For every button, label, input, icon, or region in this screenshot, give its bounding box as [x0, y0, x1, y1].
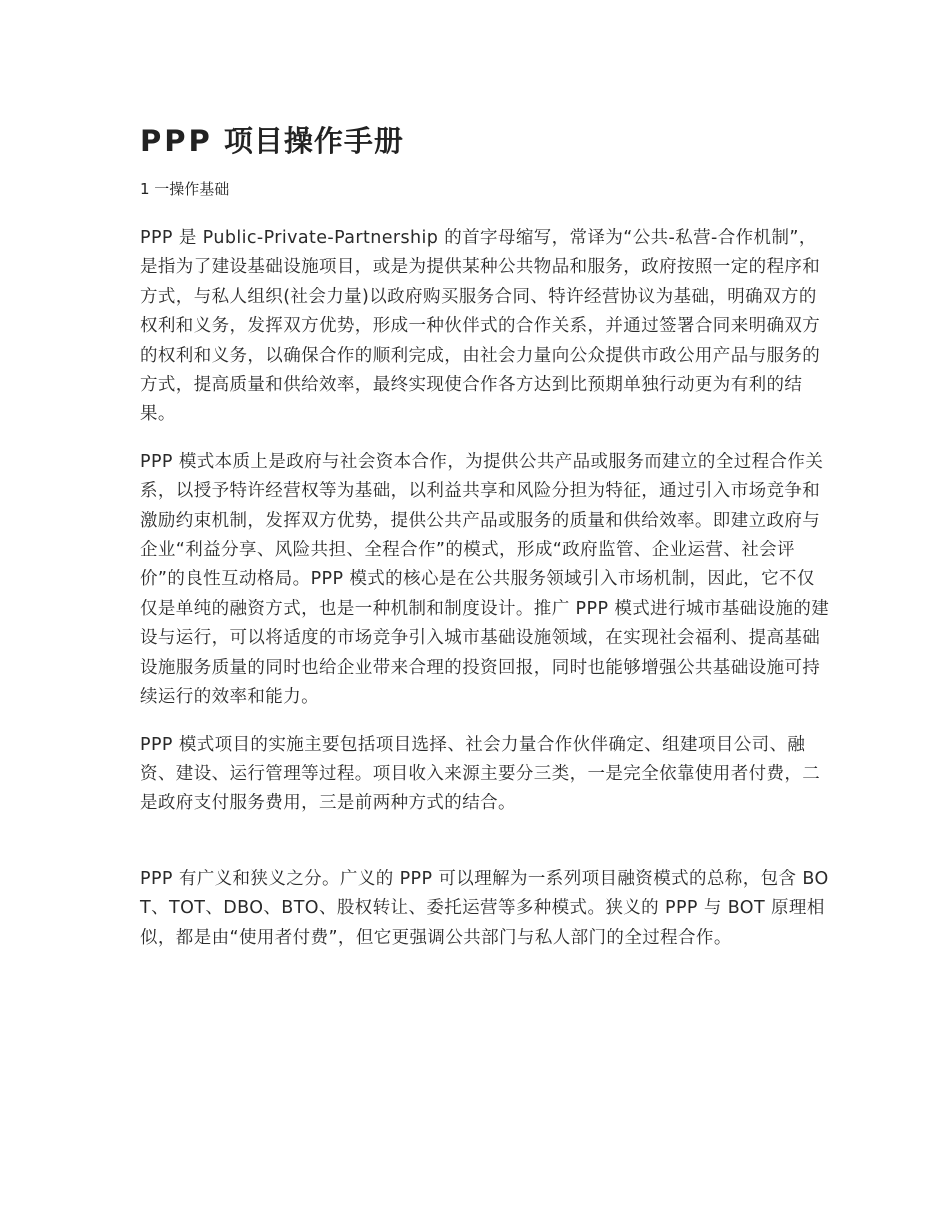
paragraph-implementation: PPP 模式项目的实施主要包括项目选择、社会力量合作伙伴确定、组建项目公司、融资、建设、运行管理等过程。项目收入来源主要分三类，一是完全依靠使用者付费，二是政府支付服务费用，三是前两种方式的结合。	[140, 734, 821, 814]
document-title	[140, 118, 830, 164]
document-title-latin: PPP	[140, 124, 213, 158]
paragraph-definition: PPP 是 Public-Private-Partnership 的首字母缩写，常译为“公共-私营-合作机制”，是指为了建设基础设施项目，或是为提供某种公共物品和服务，政府按照一定的程序和方式，与私人组织(社会力量)以政府购买服务合同、特许经营协议为基础，明确双方的权利和义务，发挥双方优势，形成一种伙伴式的合作关系，并通过签署合同来明确双方的权利和义务，以确保合作的顺利完成，由社会力量向公众提供市政公用产品与服务的方式，提高质量和供给效率，最终实现使合作各方达到比预期单独行动更为有利的结果。	[140, 228, 821, 425]
document-page	[140, 118, 830, 971]
document-title-rest: 项目操作手册	[212, 124, 404, 158]
paragraph-broad-narrow: PPP 有广义和狭义之分。广义的 PPP 可以理解为一系列项目融资模式的总称，包含 BOT、TOT、DBO、BTO、股权转让、委托运营等多种模式。狭义的 PPP 与 BOT 原理相似，都是由“使用者付费”，但它更强调公共部门与私人部门的全过程合作。	[140, 868, 829, 948]
section-heading: 1 一操作基础	[140, 180, 230, 198]
paragraph-essence: PPP 模式本质上是政府与社会资本合作，为提供公共产品或服务而建立的全过程合作关系，以授予特许经营权等为基础，以利益共享和风险分担为特征，通过引入市场竞争和激励约束机制，发挥双方优势，提供公共产品或服务的质量和供给效率。即建立政府与企业“利益分享、风险共担、全程合作”的模式，形成“政府监管、企业运营、社会评价”的良性互动格局。PPP 模式的核心是在公共服务领域引入市场机制，因此，它不仅仅是单纯的融资方式，也是一种机制和制度设计。推广 PPP 模式进行城市基础设施的建设与运行，可以将适度的市场竞争引入城市基础设施领域，在实现社会福利、提高基础设施服务质量的同时也给企业带来合理的投资回报，同时也能够增强公共基础设施可持续运行的效率和能力。	[140, 451, 830, 708]
